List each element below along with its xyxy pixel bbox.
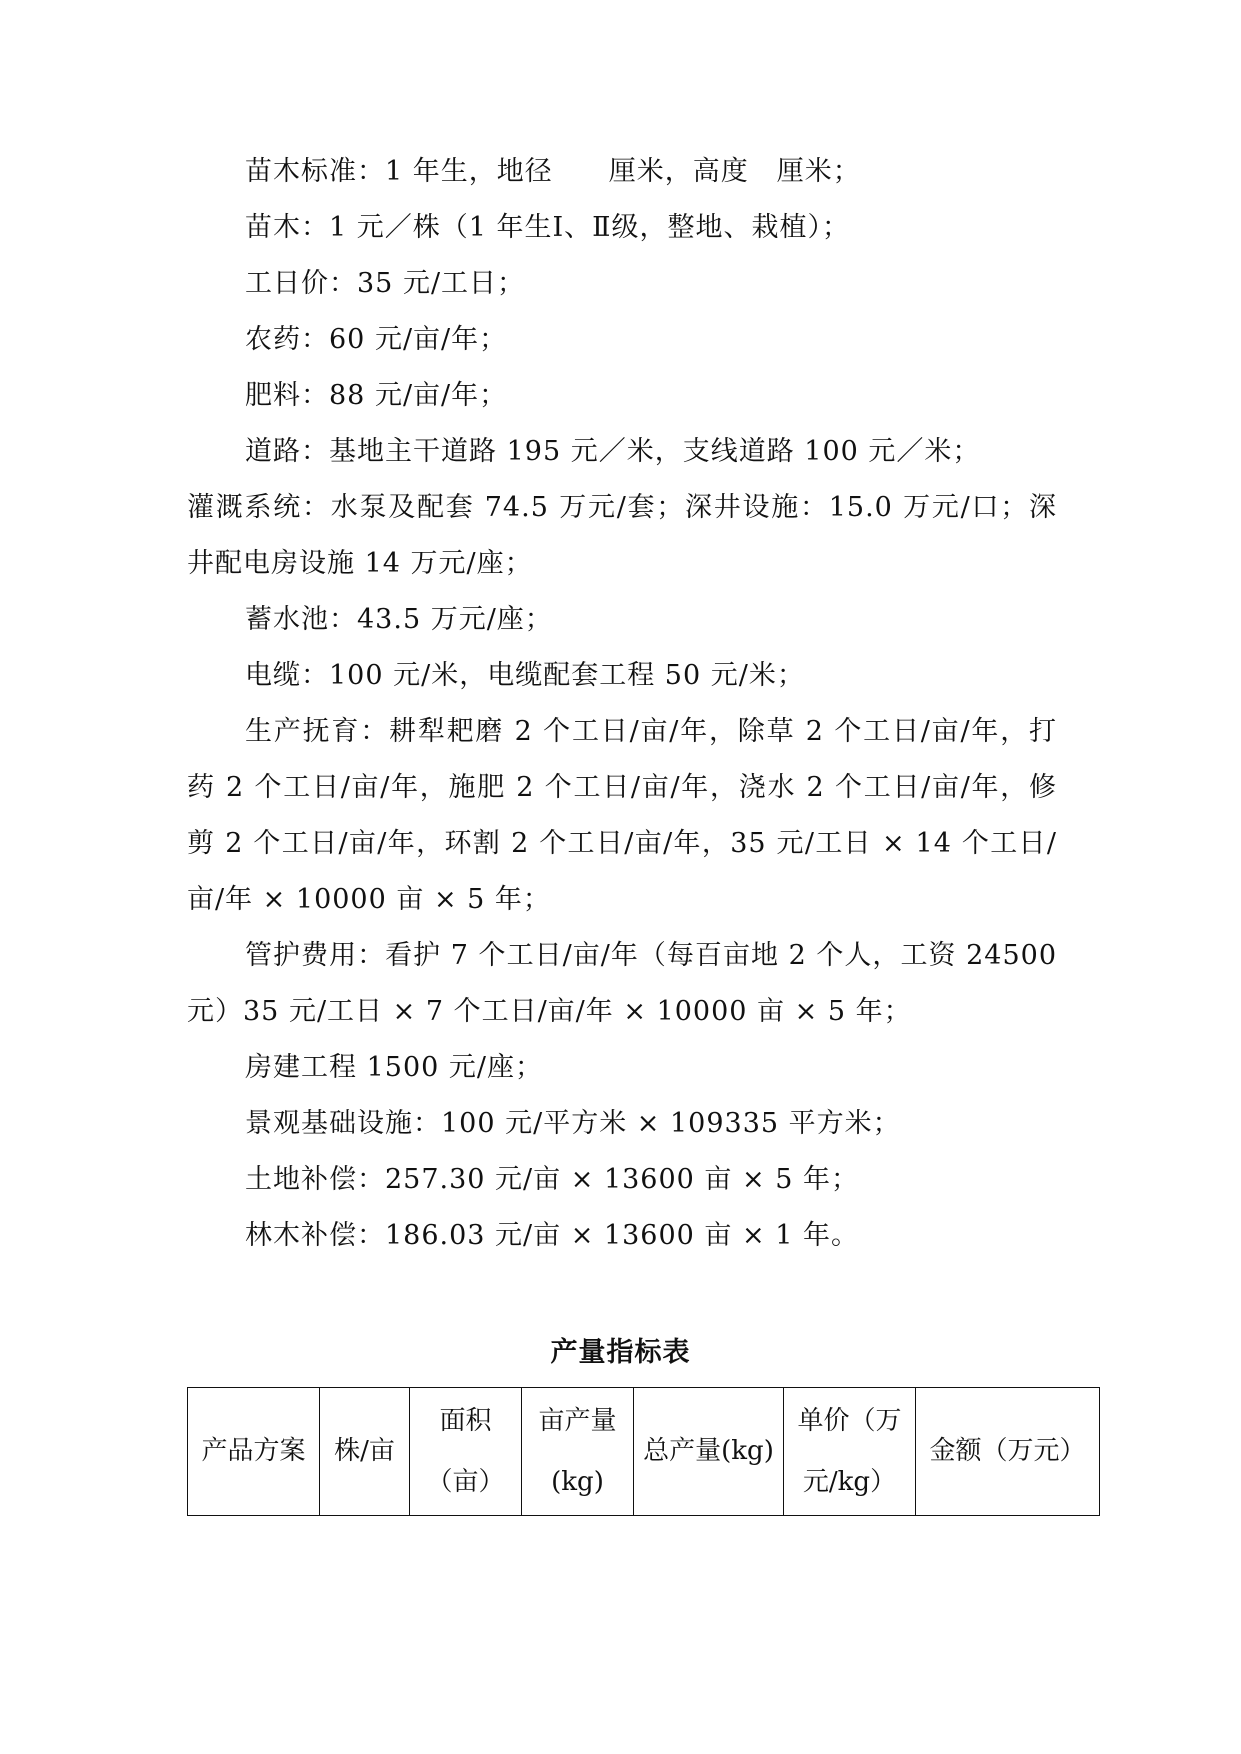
paragraph-building: 房建工程 1500 元/座；	[245, 1052, 543, 1083]
table-title: 产量指标表	[550, 1337, 691, 1368]
paragraph-landscape: 景观基础设施：100 元/平方米 × 109335 平方米；	[245, 1108, 901, 1139]
paragraph-workday-price: 工日价：35 元/工日；	[245, 268, 526, 299]
paragraph-fertilizer: 肥料：88 元/亩/年；	[245, 380, 508, 411]
paragraph-cable: 电缆：100 元/米，电缆配套工程 50 元/米；	[245, 660, 805, 691]
header-product-plan: 产品方案	[188, 1388, 320, 1516]
header-area: 面积（亩）	[410, 1388, 522, 1516]
header-amount: 金额（万元）	[916, 1388, 1100, 1516]
paragraph-tending: 生产抚育：耕犁耙磨 2 个工日/亩/年，除草 2 个工日/亩/年，打药 2 个工日/亩/年，施肥 2 个工日/亩/年，浇水 2 个工日/亩/年，修剪 2 个工日/亩/年，环割 2 个工日/亩/年，35 元/工日 × 14 个工日/亩/年 × 10000 亩 × 5 年；	[187, 716, 1057, 915]
header-total-yield: 总产量(kg)	[634, 1388, 784, 1516]
paragraph-seedling-standard: 苗木标准：1 年生，地径 厘米，高度 厘米；	[245, 156, 861, 187]
paragraph-land-compensation: 土地补偿：257.30 元/亩 × 13600 亩 × 5 年；	[245, 1164, 859, 1195]
paragraph-irrigation: 灌溉系统：水泵及配套 74.5 万元/套；深井设施：15.0 万元/口；深井配电房设施 14 万元/座；	[187, 492, 1057, 579]
paragraph-reservoir: 蓄水池：43.5 万元/座；	[245, 604, 553, 635]
paragraph-pesticide: 农药：60 元/亩/年；	[245, 324, 508, 355]
paragraph-road: 道路：基地主干道路 195 元／米，支线道路 100 元／米；	[245, 436, 981, 467]
table-header-row	[188, 1388, 1100, 1516]
header-yield-per-mu: 亩产量(kg)	[522, 1388, 634, 1516]
cost-standards-section	[187, 144, 1057, 1264]
paragraph-management: 管护费用：看护 7 个工日/亩/年（每百亩地 2 个人，工资 24500 元）35 元/工日 × 7 个工日/亩/年 × 10000 亩 × 5 年；	[187, 940, 1057, 1027]
yield-index-table	[187, 1387, 1100, 1516]
header-plants-per-mu: 株/亩	[320, 1388, 410, 1516]
paragraph-seedling-price: 苗木：1 元／株（1 年生Ⅰ、Ⅱ级，整地、栽植）；	[245, 212, 851, 243]
header-unit-price: 单价（万元/kg）	[784, 1388, 916, 1516]
paragraph-tree-compensation: 林木补偿：186.03 元/亩 × 13600 亩 × 1 年。	[245, 1220, 859, 1251]
